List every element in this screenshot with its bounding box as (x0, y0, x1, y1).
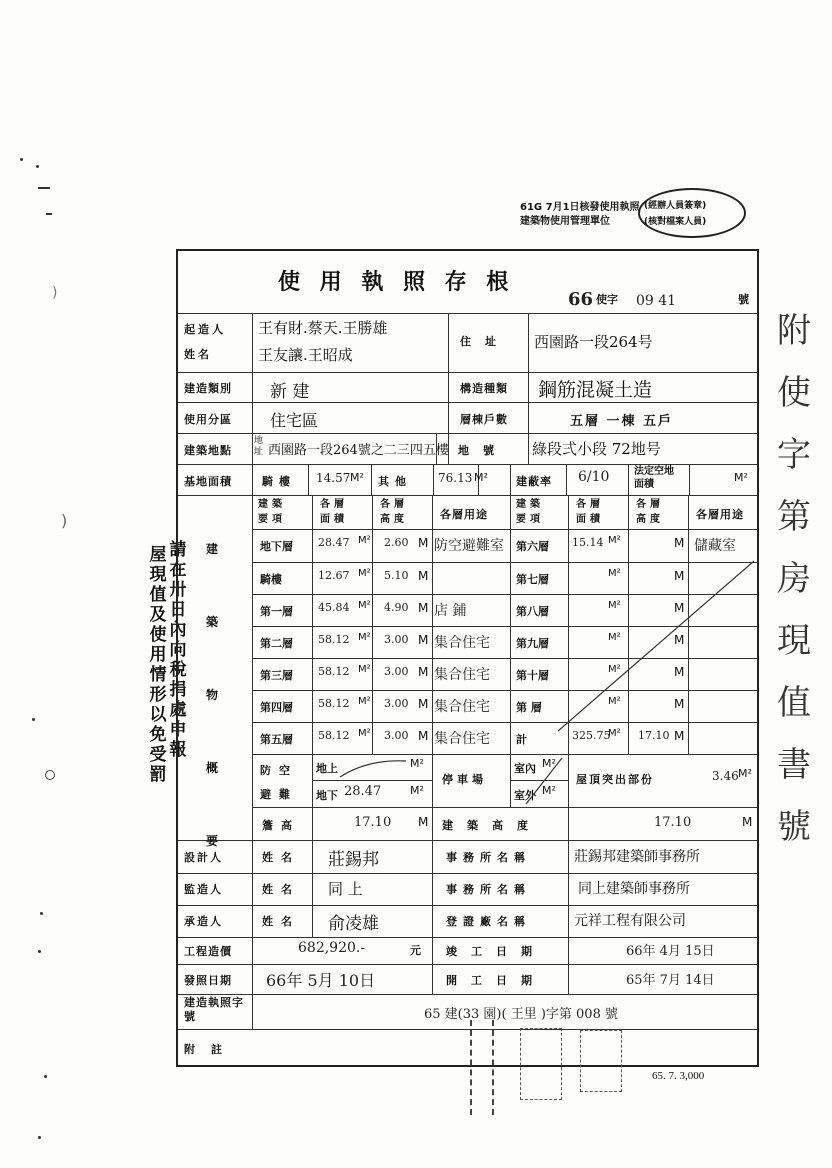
floor-use-left: 集合住宅 (434, 635, 490, 651)
floor-height-unit-left: M (418, 633, 429, 647)
floor-name-left: 第二層 (260, 637, 293, 650)
above-ground-label: 地上 (316, 762, 338, 775)
floor-area-left: 12.67 (318, 569, 350, 582)
floor-height-left: 3.00 (384, 633, 409, 646)
floor-height-unit-left: M (418, 665, 429, 679)
floor-area-unit-right: M² (608, 696, 621, 707)
floor-height-unit-left: M (418, 729, 429, 743)
bldg-height-label: 建築高度 (442, 819, 542, 832)
designer-office-label: 事務所名稱 (446, 851, 531, 864)
builder-names-2: 王友讓.王昭成 (258, 346, 353, 364)
permit-label: 建造執照字號 (184, 996, 244, 1023)
left-annotation-2: 屋現值及使用情形以免受罰 (149, 545, 167, 785)
building-type-label: 建造類別 (184, 382, 232, 395)
contractor-name-label: 姓名 (262, 915, 300, 928)
arcade-label: 騎樓 (262, 475, 296, 488)
col-use-left: 各層用途 (440, 508, 488, 521)
supervisor-label: 監造人 (184, 883, 223, 896)
floor-name-left: 第四層 (260, 701, 293, 714)
floor-area-left: 45.84 (318, 601, 350, 614)
floor-height-unit-right: M (674, 729, 685, 743)
seal-stamp-2 (580, 1030, 622, 1092)
designer-name: 莊錫邦 (328, 850, 379, 870)
floor-area-unit-left: M² (358, 664, 371, 675)
lot-label: 地號 (458, 444, 508, 457)
open-space-label: 法定空地面積 (634, 466, 674, 490)
stamp-left-line1: 61G 7月1日核發使用執照 (520, 202, 640, 213)
below-ground-value: 28.47 (344, 784, 382, 799)
site-value: 西園路一段264號之二三四五樓 (268, 443, 449, 458)
floor-area-left: 58.12 (318, 665, 350, 678)
floor-height-unit-right: M (674, 536, 685, 550)
col-area-right: 各層面積 (576, 499, 604, 525)
below-ground-label: 地下 (316, 789, 338, 802)
cost-label: 工程造價 (184, 945, 232, 958)
arcade-unit: M² (350, 471, 364, 484)
floor-name-right: 第十層 (516, 669, 549, 682)
col-item-left: 建築要項 (258, 499, 286, 525)
floor-name-right: 第 層 (516, 701, 542, 714)
floor-area-unit-left: M² (358, 728, 371, 739)
floor-height-unit-right: M (674, 601, 685, 615)
designer-office: 莊錫邦建築師事務所 (574, 849, 700, 865)
floor-area-unit-left: M² (358, 568, 371, 579)
bldg-height-unit: M (742, 815, 753, 829)
floor-use-left: 集合住宅 (434, 731, 490, 747)
building-type-value: 新 建 (270, 382, 310, 402)
floor-area-unit-right: M² (608, 535, 621, 546)
floor-area-left: 58.12 (318, 729, 350, 742)
issue-label: 發照日期 (184, 974, 232, 987)
supervisor-name-label: 姓名 (262, 883, 300, 896)
address-value: 西園路一段264号 (534, 333, 653, 351)
floor-area-unit-left: M² (358, 696, 371, 707)
lot-value: 綠段弍小段 72地号 (532, 440, 661, 458)
floor-height-unit-right: M (674, 697, 685, 711)
floor-area-right: 325.75 (572, 729, 611, 742)
floor-height-unit-left: M (418, 601, 429, 615)
contractor-company: 元祥工程有限公司 (574, 913, 686, 929)
base-area-label: 基地面積 (184, 475, 232, 488)
outdoor-label: 室外 (514, 789, 536, 802)
floor-name-left: 第一層 (260, 605, 293, 618)
open-space-unit: M² (734, 471, 748, 484)
footer-code: 65. 7. 3,000 (652, 1070, 705, 1082)
col-area-left: 各層面積 (320, 499, 348, 525)
site-label: 建築地點 (184, 444, 232, 457)
eave-unit: M (418, 815, 429, 829)
stamp-right-line1: (經辦人員簽章) (644, 201, 707, 211)
floor-height-left: 3.00 (384, 665, 409, 678)
floor-area-left: 58.12 (318, 633, 350, 646)
roof-label: 屋頂突出部份 (576, 773, 654, 786)
floor-height-left: 5.10 (384, 569, 409, 582)
floor-height-left: 3.00 (384, 729, 409, 742)
parking-strike (524, 756, 564, 806)
floor-name-right: 第八層 (516, 605, 549, 618)
designer-name-label: 姓名 (262, 851, 300, 864)
floor-height-left: 2.60 (384, 536, 409, 549)
start-label: 開工日期 (446, 974, 546, 987)
other-label: 其他 (378, 475, 412, 488)
builder-names-1: 王有財.蔡天.王勝雄 (258, 319, 388, 337)
floor-use-left: 店 鋪 (434, 603, 467, 619)
floor-height-unit-left: M (418, 569, 429, 583)
floor-area-unit-left: M² (358, 535, 371, 546)
col-item-right: 建築要項 (516, 499, 544, 525)
floor-use-left: 集合住宅 (434, 699, 490, 715)
above-ground-strike (338, 757, 408, 781)
other-unit: M² (474, 471, 488, 484)
floor-name-left: 第五層 (260, 733, 293, 746)
stamp-left-line2: 建築物使用管理單位 (520, 216, 610, 227)
usage-permit-form (176, 249, 759, 1067)
floor-name-right: 第九層 (516, 637, 549, 650)
floor-height-left: 3.00 (384, 697, 409, 710)
col-height-left: 各層高度 (380, 499, 408, 525)
floor-height-unit-left: M (418, 536, 429, 550)
parking-label: 停車場 (442, 773, 487, 786)
indoor-label: 室內 (514, 762, 536, 775)
floor-area-unit-right: M² (608, 664, 621, 675)
eave-value: 17.10 (354, 815, 392, 830)
floor-name-left: 地下層 (260, 540, 293, 553)
roof-unit: M² (738, 767, 752, 780)
site-addr-label: 地址 (254, 436, 264, 457)
cost-unit: 元 (410, 944, 421, 957)
header-stamp (520, 188, 750, 236)
coverage-label: 建蔽率 (516, 475, 552, 488)
permit-value: 65 建(33 園)( 王里 )字第 008 號 (424, 1007, 618, 1022)
floor-area-unit-left: M² (358, 600, 371, 611)
strike-line (558, 561, 758, 761)
arcade-value: 14.57 (316, 471, 351, 485)
floor-area-unit-left: M² (358, 632, 371, 643)
col-use-right: 各層用途 (696, 508, 744, 521)
floor-area-unit-right: M² (608, 600, 621, 611)
zone-label: 使用分區 (184, 413, 232, 426)
floor-use-left: 集合住宅 (434, 667, 490, 683)
contractor-name: 俞凌雄 (328, 914, 379, 934)
issue-value: 66年 5月 10日 (266, 971, 376, 990)
roof-value: 3.46 (712, 769, 739, 783)
complete-label: 竣工日期 (446, 945, 546, 958)
floor-height-right: 17.10 (638, 729, 670, 742)
seal-stamp-3 (470, 1020, 494, 1115)
floor-area-left: 58.12 (318, 697, 350, 710)
form-title: 使 用 執 照 存 根 (278, 270, 515, 295)
floor-height-unit-right: M (674, 665, 685, 679)
eave-label: 簷高 (262, 819, 300, 832)
coverage-value: 6/10 (578, 469, 610, 485)
floor-area-unit-right: M² (608, 632, 621, 643)
start-value: 65年 7月 14日 (626, 973, 715, 988)
supervisor-name: 同 上 (328, 880, 363, 898)
floor-name-right: 第七層 (516, 573, 549, 586)
designer-label: 設計人 (184, 851, 223, 864)
contractor-label: 承造人 (184, 915, 223, 928)
right-margin-text: 附 使 字 第 房 現 值 書 號 (777, 311, 811, 847)
seal-stamp-1 (520, 1028, 562, 1100)
stamp-right-line2: (核對檔案人員) (644, 217, 707, 227)
permit-number-prefix: 66 (568, 289, 594, 310)
builder-label: 起造人 (184, 323, 226, 336)
indoor-unit: M² (542, 757, 556, 770)
floor-name-right: 計 (516, 733, 527, 746)
remarks-label: 附註 (184, 1043, 238, 1056)
shelter-label: 防空避難 (260, 764, 298, 801)
floor-height-unit-left: M (418, 697, 429, 711)
outdoor-unit: M² (542, 784, 556, 797)
complete-value: 66年 4月 15日 (626, 944, 715, 959)
below-ground-unit: M² (410, 784, 424, 797)
floor-name-left: 第三層 (260, 669, 293, 682)
section-overview-label: 建 築 物 概 要 (206, 542, 219, 848)
supervisor-office: 同上建築師事務所 (578, 881, 690, 897)
floor-height-unit-right: M (674, 633, 685, 647)
zone-value: 住宅區 (270, 411, 319, 430)
floor-area-unit-right: M² (608, 728, 621, 739)
left-annotation-1: 請在卅日內向稅捐處申報 (169, 540, 187, 760)
builder-name-label: 姓名 (184, 348, 212, 361)
floor-area-unit-right: M² (608, 568, 621, 579)
floor-name-right: 第六層 (516, 540, 549, 553)
supervisor-office-label: 事務所名稱 (446, 883, 531, 896)
floor-area-left: 28.47 (318, 536, 350, 549)
floor-height-left: 4.90 (384, 601, 409, 614)
contractor-company-label: 登證廠名稱 (446, 915, 531, 928)
floor-use-right: 儲藏室 (694, 538, 736, 554)
permit-number-suffix: 號 (738, 293, 749, 306)
structure-value: 鋼筋混凝土造 (538, 379, 653, 401)
cost-value: 682,920.- (298, 940, 366, 956)
other-value: 76.13 (438, 471, 473, 485)
floors-count-value: 五層 一棟 五戶 (570, 414, 674, 429)
col-height-right: 各層高度 (636, 499, 664, 525)
above-ground-unit: M² (410, 757, 424, 770)
floor-use-left: 防空避難室 (434, 538, 504, 554)
bldg-height-value: 17.10 (654, 815, 692, 830)
permit-number-mid: 使字 (596, 293, 618, 306)
structure-label: 構造種類 (460, 382, 508, 395)
floors-count-label: 層棟戶數 (460, 413, 508, 426)
floor-name-left: 騎樓 (260, 573, 282, 586)
floor-area-right: 15.14 (572, 536, 604, 549)
address-label: 住址 (460, 335, 510, 348)
floor-height-unit-right: M (674, 569, 685, 583)
permit-number-value: 09 41 (636, 293, 677, 309)
